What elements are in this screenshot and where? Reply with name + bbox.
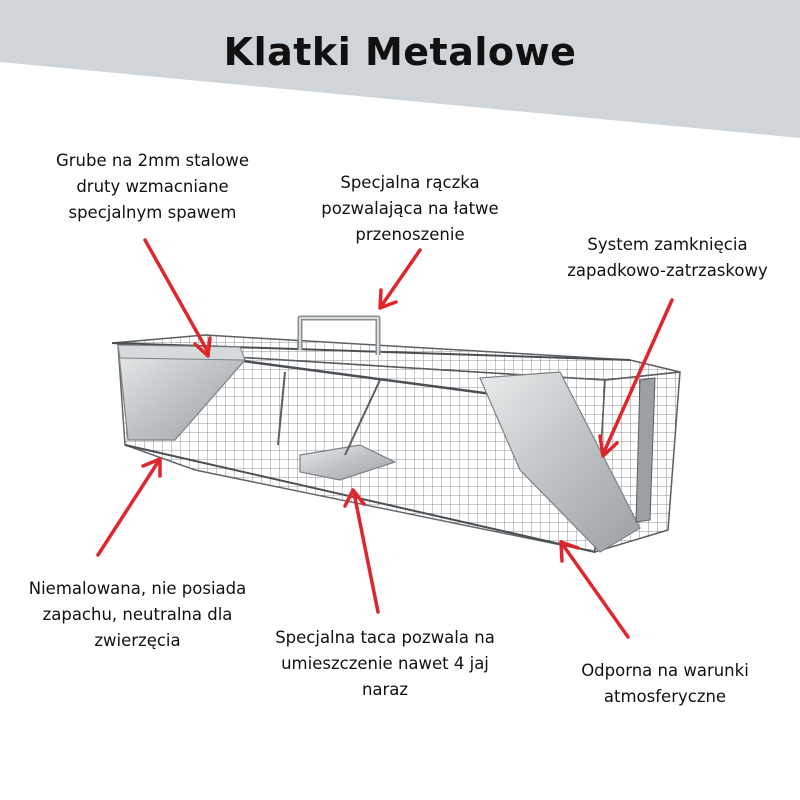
callout-weather-line-1: Odporna na warunki [581, 661, 749, 680]
callout-closing-line-2: zapadkowo-zatrzaskowy [567, 261, 768, 280]
callout-weather [540, 658, 790, 710]
callout-handle-line-1: Specjalna rączka [340, 173, 480, 192]
callout-unpainted [5, 576, 270, 654]
callout-wires-line-1: Grube na 2mm stalowe [55, 151, 250, 170]
callout-closing-line-1: System zamknięcia [587, 235, 748, 254]
callout-unpainted-line-2: zapachu, neutralna dla [42, 605, 233, 624]
callout-handle-line-2: pozwalająca na łatwe [321, 199, 499, 218]
left-door-hinge [118, 345, 245, 360]
callout-closing [540, 232, 795, 284]
callout-tray-line-3: naraz [361, 680, 409, 699]
callout-handle [285, 170, 535, 248]
callout-tray-line-2: umieszczenie nawet 4 jaj [281, 654, 489, 673]
callout-weather-line-2: atmosferyczne [603, 687, 727, 706]
callout-unpainted-line-3: zwierzęcia [94, 631, 181, 650]
callout-wires-line-2: druty wzmacniane [76, 177, 229, 196]
callout-handle-line-3: przenoszenie [355, 225, 465, 244]
callout-wires-line-3: specjalnym spawem [68, 203, 237, 222]
callout-unpainted-line-1: Niemalowana, nie posiada [28, 579, 247, 598]
callout-tray [245, 625, 525, 703]
page-title: Klatki Metalowe [223, 30, 577, 74]
callout-wires [20, 148, 285, 226]
callout-tray-line-1: Specjalna taca pozwala na [275, 628, 495, 647]
